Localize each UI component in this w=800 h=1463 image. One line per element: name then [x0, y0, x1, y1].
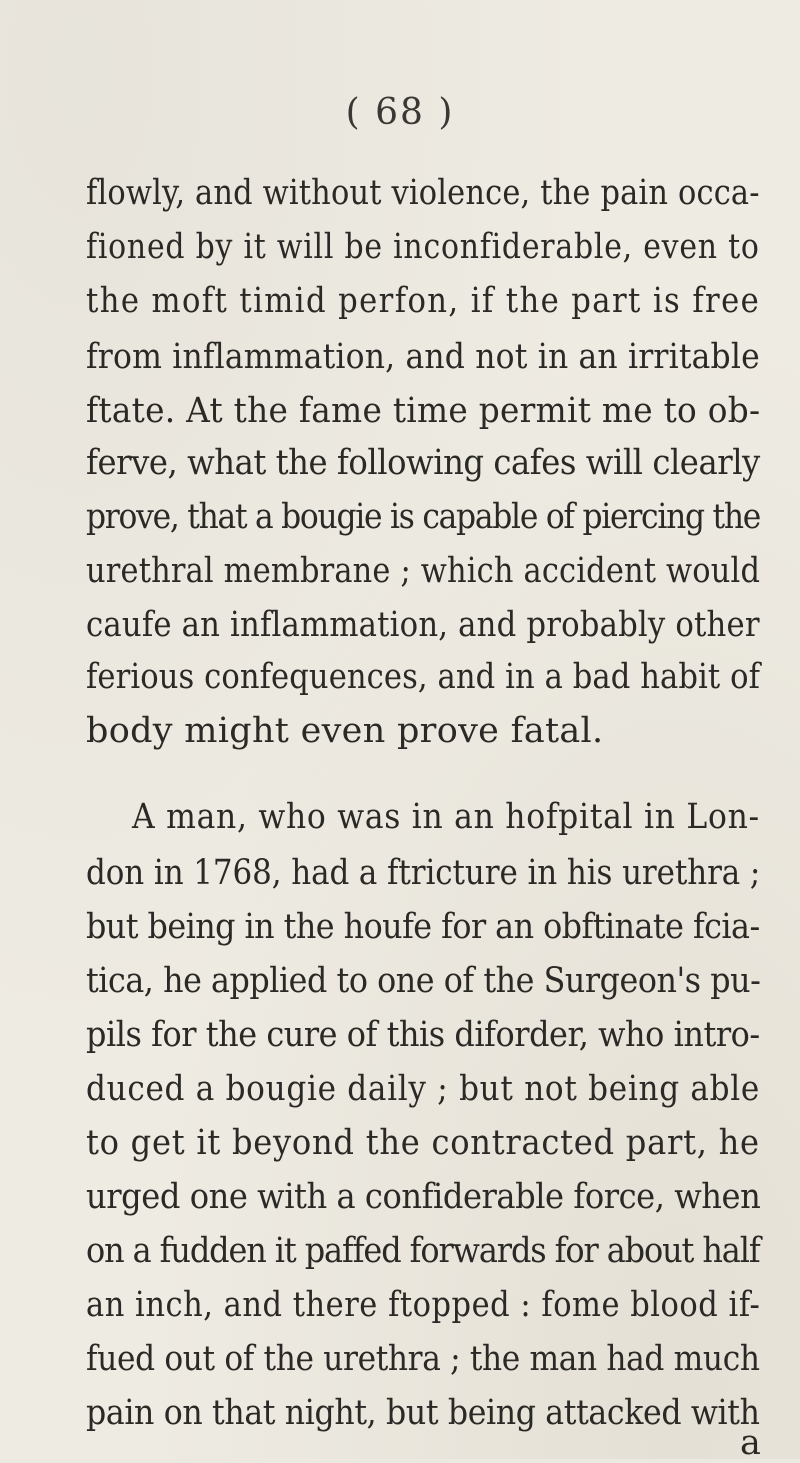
text-line: caufe an inflammation, and probably other — [86, 605, 760, 645]
text-line: to get it beyond the contracted part, he — [86, 1123, 760, 1163]
text-line: A man, who was in an hofpital in Lon- — [132, 797, 760, 837]
text-line: ferious confequences, and in a bad habit of — [86, 657, 761, 697]
text-line: but being in the houfe for an obftinate fcia- — [86, 907, 760, 947]
text-line: body might even prove fatal. — [86, 711, 604, 751]
catchword: a — [740, 1423, 761, 1463]
text-line: urged one with a confiderable force, when — [86, 1177, 761, 1217]
text-line: the moft timid perfon, if the part is free — [86, 281, 761, 321]
page-number: ( 68 ) — [345, 92, 455, 133]
text-line: urethral membrane ; which accident would — [86, 551, 761, 591]
text-line: flowly, and without violence, the pain occa- — [86, 173, 760, 213]
text-line: from inflammation, and not in an irritable — [86, 337, 760, 377]
text-line: an inch, and there ftopped : fome blood if- — [86, 1285, 761, 1325]
text-line: fued out of the urethra ; the man had much — [86, 1339, 760, 1379]
text-line: don in 1768, had a ftricture in his urethra ; — [86, 853, 761, 893]
text-line: tica, he applied to one of the Surgeon's pu- — [86, 961, 761, 1001]
text-line: ferve, what the following cafes will clearly — [86, 443, 760, 483]
text-line: pain on that night, but being attacked with — [86, 1393, 760, 1433]
text-line: duced a bougie daily ; but not being able — [86, 1069, 761, 1109]
text-line: ftate. At the fame time permit me to ob- — [86, 391, 761, 431]
text-line: prove, that a bougie is capable of piercing the — [86, 497, 761, 537]
text-line: fioned by it will be inconfiderable, even to — [86, 227, 760, 267]
text-line: on a fudden it paffed forwards for about half — [86, 1231, 760, 1271]
text-line: pils for the cure of this diforder, who intro- — [86, 1015, 760, 1055]
